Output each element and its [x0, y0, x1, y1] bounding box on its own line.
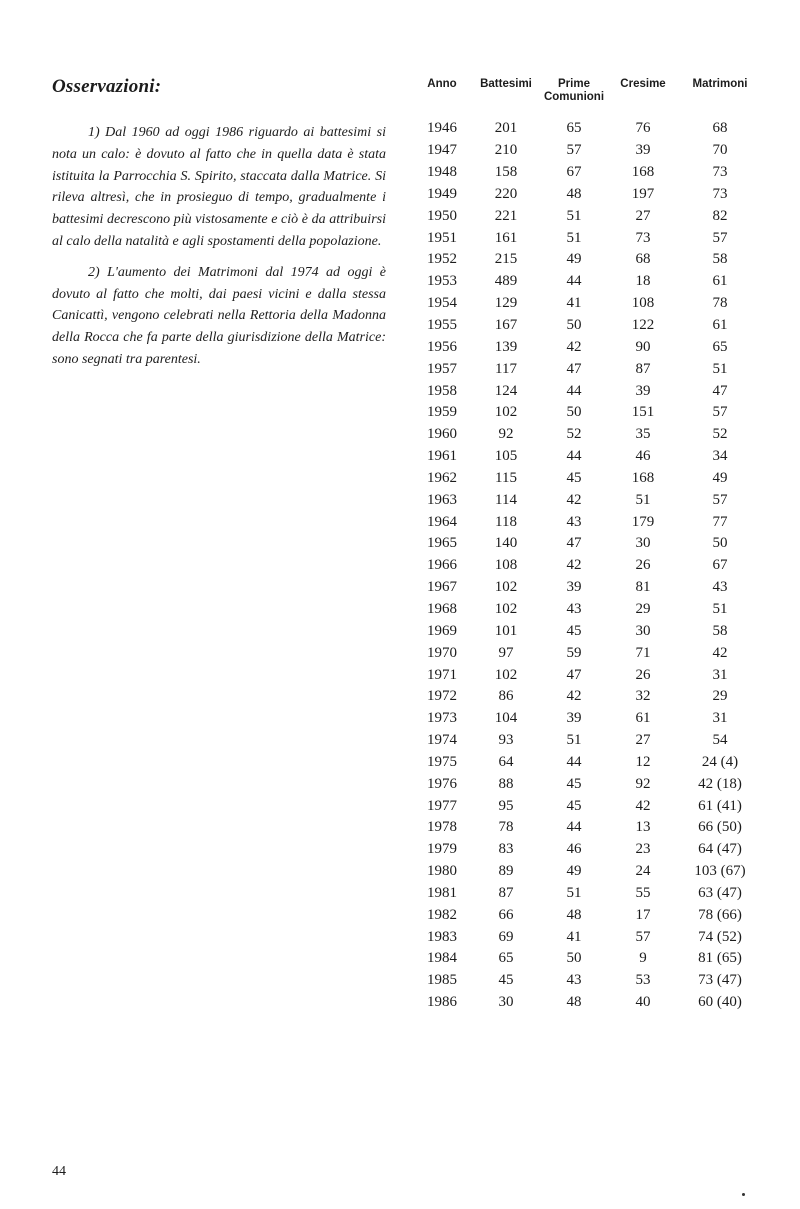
cell-cresime: 17: [635, 906, 651, 923]
cell-battesimi: 95: [498, 797, 514, 814]
cell-anno: 1968: [427, 600, 457, 617]
cell-battesimi: 102: [494, 600, 518, 617]
cell-matrimoni: 54: [712, 732, 728, 749]
table-row: [412, 861, 762, 883]
cell-anno: 1964: [427, 513, 457, 530]
cell-prime-comunioni: 42: [566, 338, 582, 355]
table-row: [412, 249, 762, 271]
cell-prime-comunioni: 67: [566, 164, 582, 181]
cell-battesimi: 124: [494, 382, 518, 399]
cell-cresime: 168: [631, 164, 655, 181]
cell-battesimi: 129: [494, 295, 518, 312]
cell-cresime: 46: [635, 448, 651, 465]
cell-battesimi: 30: [498, 994, 514, 1011]
cell-anno: 1985: [427, 972, 457, 989]
section-heading: Osservazioni:: [52, 76, 162, 97]
cell-anno: 1953: [427, 273, 457, 290]
table-header-row: [412, 78, 762, 118]
cell-anno: 1950: [427, 207, 457, 224]
cell-matrimoni: 67: [712, 557, 728, 574]
cell-prime-comunioni: 48: [566, 994, 582, 1011]
cell-cresime: 51: [635, 491, 651, 508]
table-row: [412, 555, 762, 577]
observation-paragraph-2: 2) L'aumento dei Matrimoni dal 1974 ad oggi è dovuto al fatto che molti, dai paesi vicini e dalla stessa Canicattì, vengono celebrati nella Rettoria della Madonna della Rocca che fa parte della giurisdizione della Matrice: sono segnati tra parentesi.: [52, 264, 386, 367]
cell-cresime: 108: [631, 295, 655, 312]
cell-anno: 1972: [427, 688, 457, 705]
table-row: [412, 380, 762, 402]
observation-paragraph-1: 1) Dal 1960 ad oggi 1986 riguardo ai battesimi si nota un calo: è dovuto al fatto che in quella data è stata istituita la Parrocchia S. Spirito, staccata dalla Matrice. Si rileva altresì, che in prosieguo di tempo, gradualmente i battesimi decrescono più vistosamente e ciò è da attribuirsi al calo della natalità e agli spostamenti della popolazione.: [52, 125, 386, 249]
table-row: [412, 489, 762, 511]
column-header-anno: Anno: [427, 78, 457, 90]
print-speck: [742, 1193, 745, 1196]
cell-cresime: 30: [635, 622, 651, 639]
table-row: [412, 184, 762, 206]
cell-prime-comunioni: 50: [566, 317, 582, 334]
cell-battesimi: 105: [494, 448, 518, 465]
table-row: [412, 205, 762, 227]
cell-prime-comunioni: 45: [566, 469, 582, 486]
cell-cresime: 24: [635, 863, 651, 880]
cell-cresime: 32: [635, 688, 651, 705]
cell-matrimoni: 34: [712, 448, 728, 465]
table-body: [412, 118, 762, 1014]
table-row: [412, 664, 762, 686]
cell-prime-comunioni: 51: [566, 207, 582, 224]
cell-battesimi: 102: [494, 666, 518, 683]
cell-prime-comunioni: 41: [566, 928, 582, 945]
cell-prime-comunioni: 45: [566, 622, 582, 639]
table-row: [412, 970, 762, 992]
page-number: 44: [52, 1164, 66, 1179]
cell-anno: 1984: [427, 950, 457, 967]
cell-battesimi: 87: [498, 884, 514, 901]
cell-anno: 1969: [427, 622, 457, 639]
cell-anno: 1946: [427, 120, 457, 137]
cell-matrimoni: 73 (47): [698, 972, 742, 989]
cell-battesimi: 115: [495, 469, 517, 486]
cell-cresime: 151: [631, 404, 655, 421]
cell-cresime: 30: [635, 535, 651, 552]
cell-battesimi: 93: [498, 732, 514, 749]
cell-battesimi: 83: [498, 841, 514, 858]
table-row: [412, 577, 762, 599]
cell-battesimi: 114: [495, 491, 517, 508]
cell-matrimoni: 50: [712, 535, 728, 552]
cell-anno: 1961: [427, 448, 457, 465]
cell-anno: 1983: [427, 928, 457, 945]
cell-cresime: 27: [635, 207, 651, 224]
cell-battesimi: 97: [498, 644, 514, 661]
cell-matrimoni: 57: [712, 229, 728, 246]
cell-prime-comunioni: 43: [566, 600, 582, 617]
cell-battesimi: 45: [498, 972, 514, 989]
cell-prime-comunioni: 59: [566, 644, 582, 661]
cell-prime-comunioni: 44: [566, 382, 582, 399]
cell-anno: 1974: [427, 732, 457, 749]
cell-anno: 1952: [427, 251, 457, 268]
cell-cresime: 87: [635, 360, 651, 377]
cell-cresime: 57: [635, 928, 651, 945]
cell-battesimi: 201: [494, 120, 518, 137]
table-row: [412, 118, 762, 140]
table-row: [412, 708, 762, 730]
table-row: [412, 926, 762, 948]
cell-battesimi: 140: [494, 535, 518, 552]
cell-anno: 1978: [427, 819, 457, 836]
cell-prime-comunioni: 47: [566, 360, 582, 377]
cell-prime-comunioni: 47: [566, 666, 582, 683]
table-row: [412, 446, 762, 468]
cell-anno: 1965: [427, 535, 457, 552]
cell-cresime: 35: [635, 426, 651, 443]
cell-battesimi: 210: [494, 142, 518, 159]
cell-cresime: 68: [635, 251, 651, 268]
cell-cresime: 26: [635, 557, 651, 574]
table-row: [412, 839, 762, 861]
cell-matrimoni: 64 (47): [698, 841, 742, 858]
cell-matrimoni: 63 (47): [698, 884, 742, 901]
cell-matrimoni: 78 (66): [698, 906, 742, 923]
cell-cresime: 168: [631, 469, 655, 486]
cell-cresime: 53: [635, 972, 651, 989]
cell-prime-comunioni: 43: [566, 513, 582, 530]
table-row: [412, 336, 762, 358]
table-row: [412, 424, 762, 446]
cell-battesimi: 108: [494, 557, 518, 574]
cell-anno: 1948: [427, 164, 457, 181]
cell-anno: 1977: [427, 797, 457, 814]
cell-anno: 1958: [427, 382, 457, 399]
cell-battesimi: 158: [494, 164, 518, 181]
cell-anno: 1957: [427, 360, 457, 377]
cell-anno: 1967: [427, 579, 457, 596]
table-row: [412, 140, 762, 162]
cell-cresime: 61: [635, 710, 651, 727]
cell-matrimoni: 52: [712, 426, 728, 443]
cell-prime-comunioni: 45: [566, 775, 582, 792]
cell-matrimoni: 42 (18): [698, 775, 742, 792]
cell-anno: 1970: [427, 644, 457, 661]
cell-matrimoni: 77: [712, 513, 728, 530]
cell-battesimi: 92: [498, 426, 514, 443]
cell-matrimoni: 42: [712, 644, 728, 661]
cell-cresime: 39: [635, 382, 651, 399]
cell-cresime: 23: [635, 841, 651, 858]
cell-matrimoni: 61: [712, 317, 728, 334]
cell-matrimoni: 61: [712, 273, 728, 290]
cell-cresime: 29: [635, 600, 651, 617]
cell-battesimi: 117: [495, 360, 517, 377]
table-row: [412, 358, 762, 380]
cell-anno: 1981: [427, 884, 457, 901]
cell-matrimoni: 70: [712, 142, 728, 159]
cell-battesimi: 66: [498, 906, 514, 923]
cell-cresime: 55: [635, 884, 651, 901]
cell-matrimoni: 49: [712, 469, 728, 486]
cell-matrimoni: 57: [712, 404, 728, 421]
cell-cresime: 76: [635, 120, 651, 137]
cell-prime-comunioni: 50: [566, 950, 582, 967]
table-row: [412, 533, 762, 555]
cell-battesimi: 65: [498, 950, 514, 967]
column-header-battesimi: Battesimi: [480, 78, 532, 90]
cell-matrimoni: 68: [712, 120, 728, 137]
cell-prime-comunioni: 50: [566, 404, 582, 421]
cell-prime-comunioni: 39: [566, 710, 582, 727]
cell-matrimoni: 78: [712, 295, 728, 312]
table-row: [412, 686, 762, 708]
cell-prime-comunioni: 49: [566, 863, 582, 880]
cell-prime-comunioni: 49: [566, 251, 582, 268]
cell-battesimi: 220: [494, 185, 518, 202]
cell-cresime: 39: [635, 142, 651, 159]
cell-cresime: 179: [631, 513, 655, 530]
cell-matrimoni: 57: [712, 491, 728, 508]
cell-prime-comunioni: 51: [566, 229, 582, 246]
cell-matrimoni: 73: [712, 164, 728, 181]
cell-prime-comunioni: 48: [566, 906, 582, 923]
cell-prime-comunioni: 46: [566, 841, 582, 858]
cell-battesimi: 86: [498, 688, 514, 705]
cell-prime-comunioni: 52: [566, 426, 582, 443]
cell-battesimi: 167: [494, 317, 518, 334]
sacraments-table: [412, 78, 762, 1014]
cell-prime-comunioni: 42: [566, 491, 582, 508]
cell-cresime: 71: [635, 644, 651, 661]
cell-battesimi: 102: [494, 404, 518, 421]
cell-anno: 1949: [427, 185, 457, 202]
cell-cresime: 92: [635, 775, 651, 792]
table-row: [412, 293, 762, 315]
cell-cresime: 40: [635, 994, 651, 1011]
table-row: [412, 751, 762, 773]
table-row: [412, 730, 762, 752]
cell-anno: 1947: [427, 142, 457, 159]
table-row: [412, 511, 762, 533]
cell-cresime: 12: [635, 753, 651, 770]
cell-anno: 1980: [427, 863, 457, 880]
cell-prime-comunioni: 57: [566, 142, 582, 159]
cell-anno: 1966: [427, 557, 457, 574]
cell-anno: 1954: [427, 295, 457, 312]
cell-anno: 1971: [427, 666, 457, 683]
cell-anno: 1959: [427, 404, 457, 421]
cell-anno: 1976: [427, 775, 457, 792]
table-row: [412, 948, 762, 970]
cell-cresime: 9: [639, 950, 647, 967]
cell-prime-comunioni: 42: [566, 688, 582, 705]
table-row: [412, 468, 762, 490]
cell-battesimi: 489: [494, 273, 518, 290]
cell-cresime: 26: [635, 666, 651, 683]
cell-prime-comunioni: 47: [566, 535, 582, 552]
cell-cresime: 197: [631, 185, 655, 202]
cell-cresime: 90: [635, 338, 651, 355]
cell-prime-comunioni: 65: [566, 120, 582, 137]
column-header-matrimoni: Matrimoni: [692, 78, 748, 90]
column-header-prime-comunioni: Prime Comunioni: [543, 78, 605, 103]
cell-battesimi: 101: [494, 622, 518, 639]
cell-prime-comunioni: 48: [566, 185, 582, 202]
cell-matrimoni: 103 (67): [694, 863, 746, 880]
cell-battesimi: 118: [495, 513, 517, 530]
table-row: [412, 773, 762, 795]
cell-prime-comunioni: 42: [566, 557, 582, 574]
cell-matrimoni: 61 (41): [698, 797, 742, 814]
table-row: [412, 315, 762, 337]
cell-matrimoni: 31: [712, 710, 728, 727]
cell-prime-comunioni: 45: [566, 797, 582, 814]
table-row: [412, 992, 762, 1014]
cell-battesimi: 78: [498, 819, 514, 836]
cell-anno: 1982: [427, 906, 457, 923]
cell-anno: 1951: [427, 229, 457, 246]
cell-battesimi: 64: [498, 753, 514, 770]
cell-anno: 1963: [427, 491, 457, 508]
cell-anno: 1975: [427, 753, 457, 770]
cell-anno: 1973: [427, 710, 457, 727]
cell-cresime: 42: [635, 797, 651, 814]
cell-matrimoni: 73: [712, 185, 728, 202]
cell-matrimoni: 65: [712, 338, 728, 355]
cell-matrimoni: 51: [712, 600, 728, 617]
cell-matrimoni: 43: [712, 579, 728, 596]
cell-matrimoni: 47: [712, 382, 728, 399]
cell-matrimoni: 66 (50): [698, 819, 742, 836]
cell-matrimoni: 31: [712, 666, 728, 683]
table-row: [412, 227, 762, 249]
cell-prime-comunioni: 41: [566, 295, 582, 312]
cell-matrimoni: 51: [712, 360, 728, 377]
cell-matrimoni: 60 (40): [698, 994, 742, 1011]
cell-anno: 1986: [427, 994, 457, 1011]
cell-matrimoni: 82: [712, 207, 728, 224]
cell-anno: 1960: [427, 426, 457, 443]
table-row: [412, 904, 762, 926]
cell-prime-comunioni: 44: [566, 273, 582, 290]
table-row: [412, 883, 762, 905]
table-row: [412, 271, 762, 293]
cell-anno: 1955: [427, 317, 457, 334]
cell-prime-comunioni: 39: [566, 579, 582, 596]
cell-cresime: 122: [631, 317, 655, 334]
cell-matrimoni: 58: [712, 622, 728, 639]
cell-matrimoni: 58: [712, 251, 728, 268]
cell-battesimi: 215: [494, 251, 518, 268]
cell-anno: 1956: [427, 338, 457, 355]
cell-battesimi: 69: [498, 928, 514, 945]
cell-cresime: 13: [635, 819, 651, 836]
cell-cresime: 27: [635, 732, 651, 749]
table-row: [412, 642, 762, 664]
cell-battesimi: 161: [494, 229, 518, 246]
cell-prime-comunioni: 51: [566, 884, 582, 901]
table-row: [412, 817, 762, 839]
table-row: [412, 620, 762, 642]
cell-prime-comunioni: 44: [566, 753, 582, 770]
cell-prime-comunioni: 43: [566, 972, 582, 989]
cell-battesimi: 139: [494, 338, 518, 355]
table-row: [412, 162, 762, 184]
cell-matrimoni: 81 (65): [698, 950, 742, 967]
cell-cresime: 81: [635, 579, 651, 596]
cell-prime-comunioni: 51: [566, 732, 582, 749]
cell-battesimi: 221: [494, 207, 518, 224]
cell-cresime: 73: [635, 229, 651, 246]
table-row: [412, 599, 762, 621]
cell-prime-comunioni: 44: [566, 819, 582, 836]
cell-matrimoni: 29: [712, 688, 728, 705]
cell-matrimoni: 74 (52): [698, 928, 742, 945]
cell-anno: 1979: [427, 841, 457, 858]
table-row: [412, 402, 762, 424]
cell-matrimoni: 24 (4): [701, 753, 739, 770]
table-row: [412, 795, 762, 817]
cell-anno: 1962: [427, 469, 457, 486]
cell-battesimi: 89: [498, 863, 514, 880]
cell-battesimi: 104: [494, 710, 518, 727]
cell-cresime: 18: [635, 273, 651, 290]
cell-battesimi: 88: [498, 775, 514, 792]
observations-text: [52, 122, 386, 380]
cell-battesimi: 102: [494, 579, 518, 596]
cell-prime-comunioni: 44: [566, 448, 582, 465]
column-header-cresime: Cresime: [620, 78, 666, 90]
